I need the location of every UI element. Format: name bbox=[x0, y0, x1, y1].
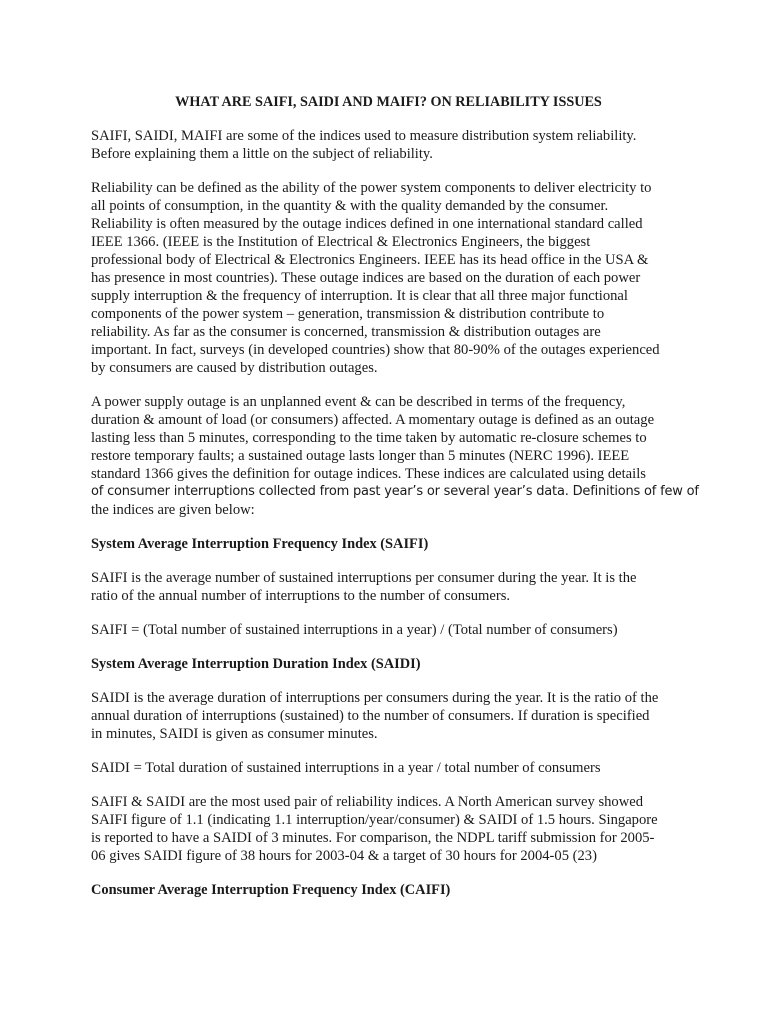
paragraph-line: standard 1366 gives the definition for outage indices. These indices are calculated using details bbox=[91, 466, 646, 482]
paragraph-line: 06 gives SAIDI figure of 38 hours for 2003-04 & a target of 30 hours for 2004-05 (23) bbox=[91, 848, 597, 864]
paragraph-line: ratio of the annual number of interruptions to the number of consumers. bbox=[91, 588, 511, 604]
saifi-paragraph bbox=[91, 569, 686, 605]
saifi-formula: SAIFI = (Total number of sustained interruptions in a year) / (Total number of consumers) bbox=[91, 622, 618, 638]
intro-paragraph bbox=[91, 127, 686, 163]
paragraph-line: A power supply outage is an unplanned event & can be described in terms of the frequency, bbox=[91, 394, 626, 410]
saifi-heading: System Average Interruption Frequency Index (SAIFI) bbox=[91, 536, 429, 552]
paragraph-line: SAIFI figure of 1.1 (indicating 1.1 interruption/year/consumer) & SAIDI of 1.5 hours. Singapore bbox=[91, 812, 658, 828]
paragraph-line: in minutes, SAIDI is given as consumer minutes. bbox=[91, 726, 378, 742]
paragraph-line: the indices are given below: bbox=[91, 502, 255, 518]
document-page bbox=[91, 93, 699, 915]
paragraph-line: by consumers are caused by distribution outages. bbox=[91, 360, 378, 376]
document-title: WHAT ARE SAIFI, SAIDI AND MAIFI? ON RELIABILITY ISSUES bbox=[175, 94, 602, 110]
saifi-saidi-comparison-paragraph bbox=[91, 793, 686, 865]
paragraph-line: SAIDI is the average duration of interruptions per consumers during the year. It is the ratio of the bbox=[91, 690, 659, 706]
paragraph-line: Reliability is often measured by the outage indices defined in one international standard called bbox=[91, 216, 643, 232]
paragraph-line: Reliability can be defined as the ability of the power system components to deliver electricity to bbox=[91, 180, 652, 196]
caifi-heading: Consumer Average Interruption Frequency Index (CAIFI) bbox=[91, 882, 451, 898]
paragraph-line: of consumer interruptions collected from past year’s or several year’s data. Definitions of few of bbox=[91, 484, 699, 499]
paragraph-line: SAIFI is the average number of sustained interruptions per consumer during the year. It is the bbox=[91, 570, 637, 586]
paragraph-line: is reported to have a SAIDI of 3 minutes. For comparison, the NDPL tariff submission for 2005- bbox=[91, 830, 655, 846]
paragraph-line: important. In fact, surveys (in developed countries) show that 80-90% of the outages experienced bbox=[91, 342, 660, 358]
paragraph-line: SAIFI, SAIDI, MAIFI are some of the indices used to measure distribution system reliability. bbox=[91, 128, 637, 144]
paragraph-line: Before explaining them a little on the subject of reliability. bbox=[91, 146, 433, 162]
saidi-heading: System Average Interruption Duration Index (SAIDI) bbox=[91, 656, 421, 672]
paragraph-line: IEEE 1366. (IEEE is the Institution of Electrical & Electronics Engineers, the biggest bbox=[91, 234, 591, 250]
paragraph-line: lasting less than 5 minutes, corresponding to the time taken by automatic re-closure schemes to bbox=[91, 430, 647, 446]
outage-paragraph bbox=[91, 393, 699, 519]
saidi-formula: SAIDI = Total duration of sustained interruptions in a year / total number of consumers bbox=[91, 760, 601, 776]
paragraph-line: all points of consumption, in the quantity & with the quality demanded by the consumer. bbox=[91, 198, 609, 214]
paragraph-line: supply interruption & the frequency of interruption. It is clear that all three major functional bbox=[91, 288, 628, 304]
paragraph-line: reliability. As far as the consumer is concerned, transmission & distribution outages are bbox=[91, 324, 601, 340]
paragraph-line: SAIFI & SAIDI are the most used pair of reliability indices. A North American survey showed bbox=[91, 794, 644, 810]
reliability-paragraph bbox=[91, 179, 686, 377]
paragraph-line: duration & amount of load (or consumers) affected. A momentary outage is defined as an outage bbox=[91, 412, 655, 428]
saidi-paragraph bbox=[91, 689, 686, 743]
paragraph-line: has presence in most countries). These outage indices are based on the duration of each power bbox=[91, 270, 641, 286]
paragraph-line: professional body of Electrical & Electronics Engineers. IEEE has its head office in the USA & bbox=[91, 252, 649, 268]
paragraph-line: annual duration of interruptions (sustained) to the number of consumers. If duration is specified bbox=[91, 708, 650, 724]
paragraph-line: restore temporary faults; a sustained outage lasts longer than 5 minutes (NERC 1996). IEEE bbox=[91, 448, 630, 464]
paragraph-line: components of the power system – generation, transmission & distribution contribute to bbox=[91, 306, 605, 322]
